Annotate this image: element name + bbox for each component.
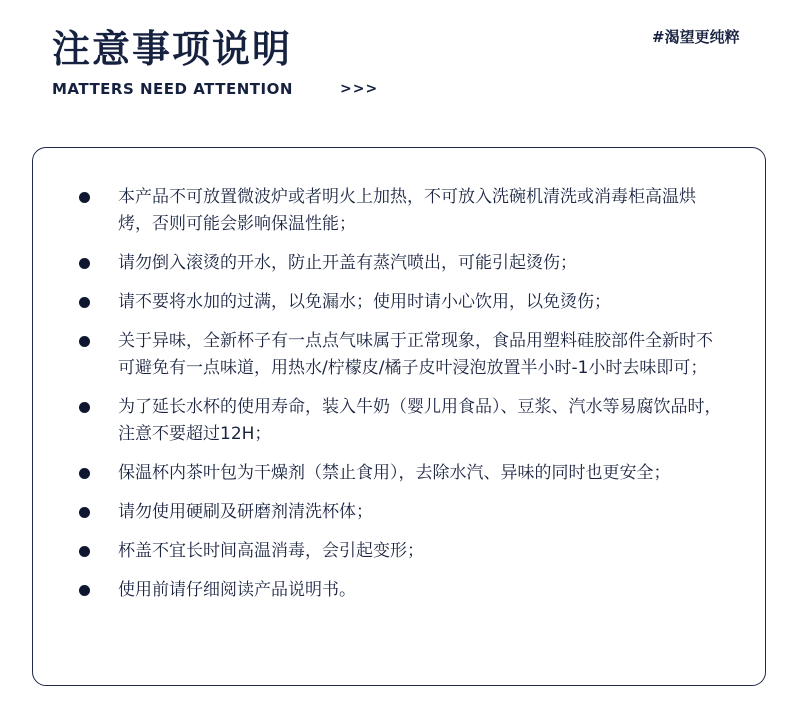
note-text: 使用前请仔细阅读产品说明书。 — [118, 580, 356, 600]
note-text: 保温杯内茶叶包为干燥剂（禁止食用），去除水汽、异味的同时也更安全； — [118, 463, 671, 483]
list-item — [78, 499, 726, 526]
list-item — [78, 460, 726, 487]
bullet-icon — [79, 585, 90, 596]
page-title: 注意事项说明 — [52, 27, 293, 71]
note-text: 请不要将水加的过满，以免漏水；使用时请小心饮用，以免烫伤； — [118, 292, 611, 312]
note-text: 请勿使用硬刷及研磨剂清洗杯体； — [118, 502, 373, 522]
page-subtitle: MATTERS NEED ATTENTION — [52, 80, 293, 98]
bullet-icon — [79, 192, 90, 203]
bullet-icon — [79, 546, 90, 557]
notes-list — [78, 184, 726, 616]
bullet-icon — [79, 297, 90, 308]
bullet-icon — [79, 507, 90, 518]
note-text: 请勿倒入滚烫的开水，防止开盖有蒸汽喷出，可能引起烫伤； — [118, 253, 577, 273]
bullet-icon — [79, 336, 90, 347]
list-item — [78, 394, 726, 448]
list-item — [78, 289, 726, 316]
note-text: 本产品不可放置微波炉或者明火上加热，不可放入洗碗机清洗或消毒柜高温烘烤，否则可能会影响保温性能； — [118, 187, 696, 234]
bullet-icon — [79, 402, 90, 413]
arrows-decoration: >>> — [340, 81, 379, 97]
note-text: 为了延长水杯的使用寿命，装入牛奶（婴儿用食品）、豆浆、汽水等易腐饮品时，注意不要超过12H； — [118, 397, 722, 444]
hashtag-label: #渴望更纯粹 — [652, 28, 740, 46]
note-text: 关于异味，全新杯子有一点点气味属于正常现象，食品用塑料硅胶部件全新时不可避免有一点味道，用热水/柠檬皮/橘子皮叶浸泡放置半小时-1小时去味即可； — [118, 331, 713, 378]
bullet-icon — [79, 468, 90, 479]
list-item — [78, 328, 726, 382]
list-item — [78, 250, 726, 277]
note-text: 杯盖不宜长时间高温消毒，会引起变形； — [118, 541, 424, 561]
list-item — [78, 538, 726, 565]
list-item — [78, 577, 726, 604]
bullet-icon — [79, 258, 90, 269]
list-item — [78, 184, 726, 238]
